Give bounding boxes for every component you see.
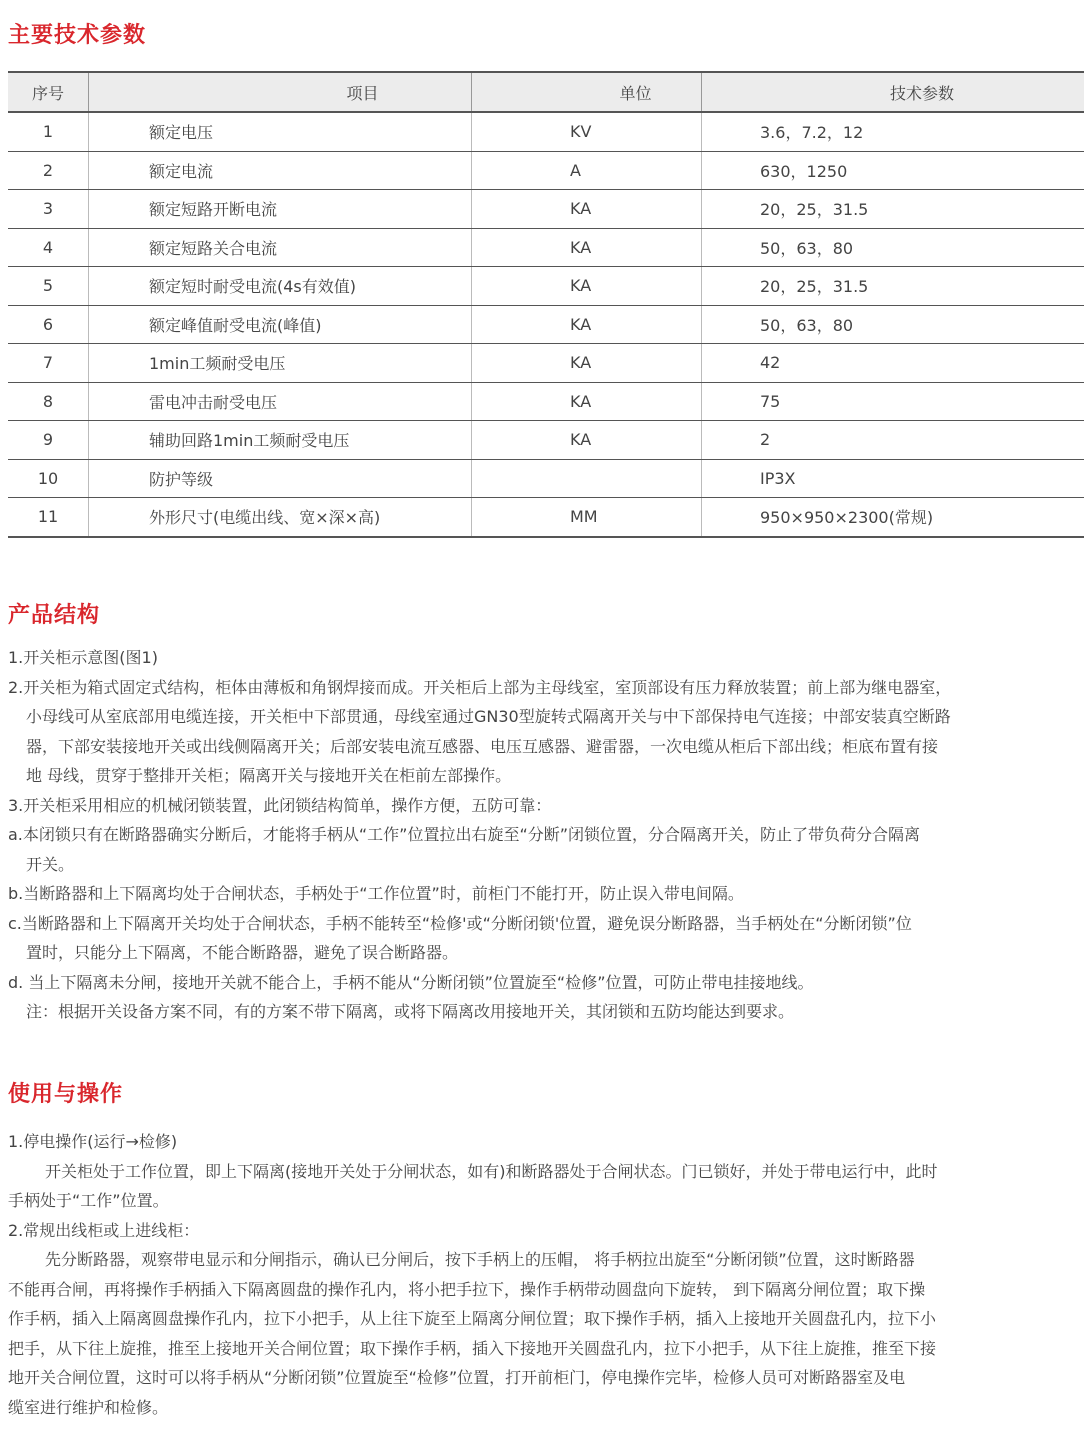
cell-value: 75 [702, 382, 1085, 421]
cell-no: 11 [8, 498, 89, 537]
cell-value: 50，63，80 [702, 305, 1085, 344]
cell-no: 8 [8, 382, 89, 421]
cell-no: 9 [8, 421, 89, 460]
structure-note: 注：根据开关设备方案不同，有的方案不带下隔离，或将下隔离改用接地开关，其闭锁和五防均能达到要求。 [26, 1002, 795, 1021]
cell-unit: MM [472, 498, 702, 537]
table-row [8, 112, 1084, 151]
structure-line: b.当断路器和上下隔离均处于合闸状态，手柄处于“工作位置”时，前柜门不能打开，防止误入带电间隔。 [8, 884, 744, 903]
cell-item: 额定短时耐受电流(4s有效值) [89, 267, 472, 306]
table-row [8, 228, 1084, 267]
cell-value: 20，25，31.5 [702, 190, 1085, 229]
col-header-item: 项目 [89, 72, 472, 112]
cell-item: 额定短路关合电流 [89, 228, 472, 267]
cell-no: 5 [8, 267, 89, 306]
table-row [8, 382, 1084, 421]
cell-no: 4 [8, 228, 89, 267]
table-header-row [8, 72, 1084, 112]
section-title-operation: 使用与操作 [8, 1082, 124, 1107]
cell-item: 额定电流 [89, 151, 472, 190]
cell-unit [472, 459, 702, 498]
structure-line: 小母线可从室底部用电缆连接，开关柜中下部贯通，母线室通过GN30型旋转式隔离开关与中下部保持电气连接；中部安装真空断路 [26, 707, 951, 726]
cell-item: 额定电压 [89, 112, 472, 151]
structure-line: 1.开关柜示意图(图1) [8, 648, 158, 667]
table-row [8, 344, 1084, 383]
cell-no: 3 [8, 190, 89, 229]
cell-no: 2 [8, 151, 89, 190]
cell-value: 950×950×2300(常规) [702, 498, 1085, 537]
structure-line: d. 当上下隔离未分闸，接地开关就不能合上，手柄不能从“分断闭锁”位置旋至“检修”位置，可防止带电挂接地线。 [8, 972, 814, 992]
cell-no: 7 [8, 344, 89, 383]
col-header-unit: 单位 [472, 72, 702, 112]
cell-unit: KV [472, 112, 702, 151]
col-header-value: 技术参数 [702, 72, 1085, 112]
structure-line: 2.开关柜为箱式固定式结构，柜体由薄板和角钢焊接而成。开关柜后上部为主母线室，室顶部设有压力释放装置；前上部为继电器室， [8, 677, 952, 697]
operation-line: 1.停电操作(运行→检修) [8, 1132, 178, 1151]
cell-value: 20，25，31.5 [702, 267, 1085, 306]
operation-line: 作手柄，插入上隔离圆盘操作孔内，拉下小把手，从上往下旋至上隔离分闸位置；取下操作手柄，插入上接地开关圆盘孔内，拉下小 [8, 1309, 937, 1328]
cell-item: 外形尺寸(电缆出线、宽×深×高) [89, 498, 472, 537]
structure-text [8, 643, 1085, 1027]
cell-unit: KA [472, 344, 702, 383]
cell-unit: KA [472, 421, 702, 460]
table-row [8, 498, 1084, 537]
structure-line: c.当断路器和上下隔离开关均处于合闸状态，手柄不能转至“检修'或“分断闭锁'位置，避免误分断路器，当手柄处在“分断闭锁”位 [8, 913, 912, 933]
cell-item: 辅助回路1min工频耐受电压 [89, 421, 472, 460]
operation-line: 先分断路器，观察带电显示和分闸指示，确认已分闸后，按下手柄上的压帽， 将手柄拉出旋至“分断闭锁”位置，这时断路器 [45, 1250, 915, 1269]
operation-line: 缆室进行维护和检修。 [8, 1397, 169, 1417]
cell-item: 防护等级 [89, 459, 472, 498]
cell-item: 1min工频耐受电压 [89, 344, 472, 383]
cell-unit: KA [472, 305, 702, 344]
structure-line: 3.开关柜采用相应的机械闭锁装置，此闭锁结构简单，操作方便，五防可靠： [8, 795, 552, 815]
col-header-no: 序号 [8, 72, 89, 112]
cell-unit: KA [472, 382, 702, 421]
operation-line: 地开关合闸位置，这时可以将手柄从“分断闭锁”位置旋至“检修”位置，打开前柜门，停电操作完毕，检修人员可对断路器室及电 [8, 1368, 906, 1387]
cell-no: 1 [8, 112, 89, 151]
cell-unit: KA [472, 228, 702, 267]
operation-line: 开关柜处于工作位置，即上下隔离(接地开关处于分闸状态，如有)和断路器处于合闸状态。门已锁好，并处于带电运行中，此时 [45, 1161, 938, 1181]
operation-line: 不能再合闸，再将操作手柄插入下隔离圆盘的操作孔内，将小把手拉下，操作手柄带动圆盘向下旋转， 到下隔离分闸位置；取下操 [8, 1279, 926, 1299]
cell-no: 10 [8, 459, 89, 498]
table-row [8, 459, 1084, 498]
cell-value: 630，1250 [702, 151, 1085, 190]
cell-no: 6 [8, 305, 89, 344]
structure-line: a.本闭锁只有在断路器确实分断后，才能将手柄从“工作”位置拉出右旋至“分断”闭锁位置，分合隔离开关，防止了带负荷分合隔离 [8, 825, 921, 844]
cell-value: 3.6，7.2，12 [702, 112, 1085, 151]
structure-line: 器，下部安装接地开关或出线侧隔离开关；后部安装电流互感器、电压互感器、避雷器，一次电缆从柜后下部出线；柜底布置有接 [26, 736, 939, 756]
operation-line: 把手，从下往上旋推，推至上接地开关合闸位置；取下操作手柄，插入下接地开关圆盘孔内，拉下小把手，从下往上旋推，推至下接 [8, 1338, 937, 1358]
table-row [8, 267, 1084, 306]
cell-value: 2 [702, 421, 1085, 460]
operation-line: 手柄处于“工作”位置。 [8, 1191, 169, 1210]
table-row [8, 151, 1084, 190]
operation-line: 2.常规出线柜或上进线柜： [8, 1220, 200, 1240]
operation-text [8, 1127, 1085, 1422]
cell-unit: KA [472, 267, 702, 306]
cell-unit: KA [472, 190, 702, 229]
cell-unit: A [472, 151, 702, 190]
cell-value: 42 [702, 344, 1085, 383]
table-row [8, 305, 1084, 344]
section-title-structure: 产品结构 [8, 603, 101, 628]
structure-line: 开关。 [26, 854, 75, 874]
structure-line: 地 母线，贯穿于整排开关柜；隔离开关与接地开关在柜前左部操作。 [26, 766, 512, 785]
section-title-params: 主要技术参数 [8, 23, 147, 48]
cell-item: 额定短路开断电流 [89, 190, 472, 229]
table-row [8, 190, 1084, 229]
cell-item: 雷电冲击耐受电压 [89, 382, 472, 421]
cell-value: 50，63，80 [702, 228, 1085, 267]
cell-item: 额定峰值耐受电流(峰值) [89, 305, 472, 344]
table-row [8, 421, 1084, 460]
params-table [8, 71, 1084, 538]
structure-line: 置时，只能分上下隔离，不能合断路器，避免了误合断路器。 [26, 943, 459, 962]
cell-value: IP3X [702, 459, 1085, 498]
